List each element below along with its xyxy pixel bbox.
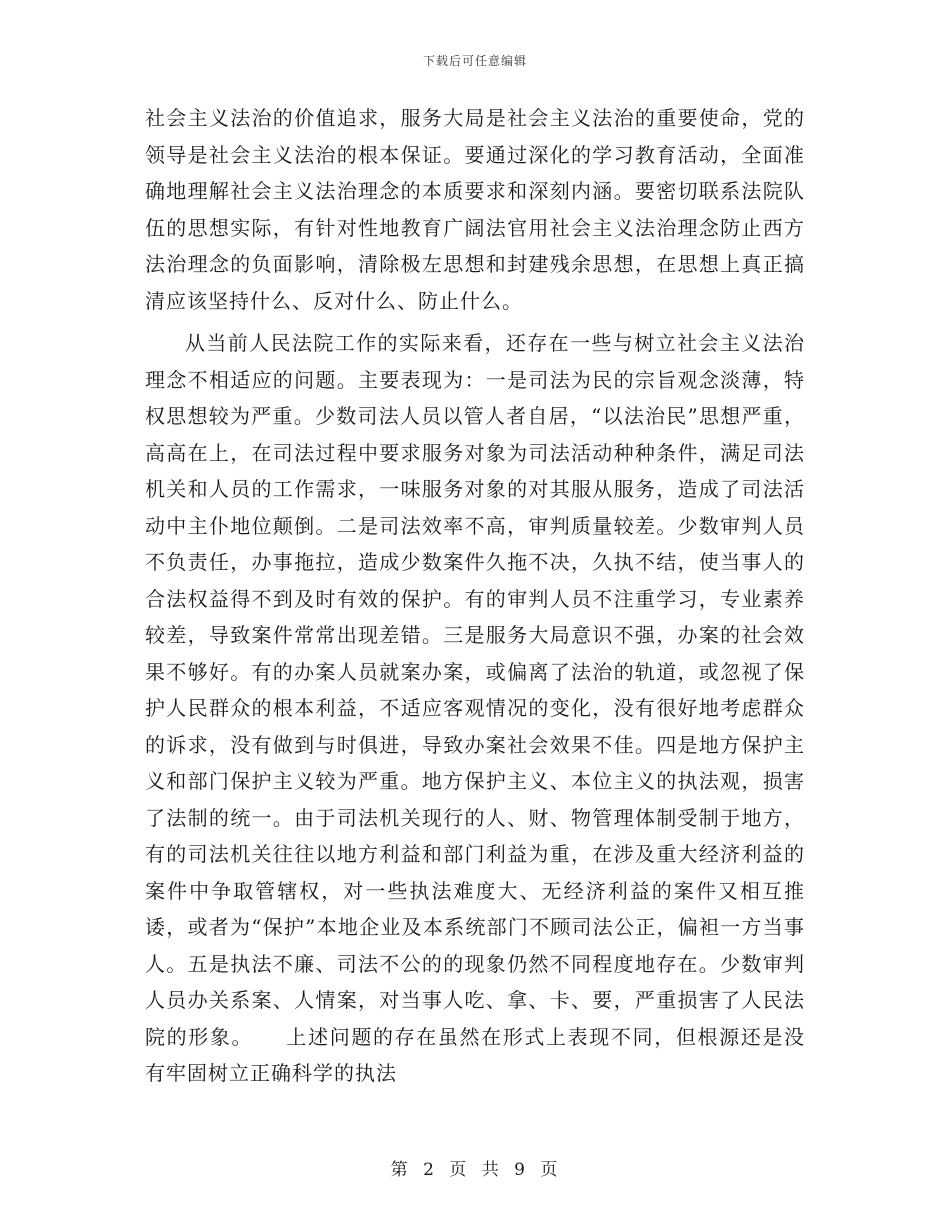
document-body [145, 100, 805, 1092]
page-number-footer: 第 2 页 共 9 页 [390, 1160, 560, 1180]
paragraph-1: 社会主义法治的价值追求，服务大局是社会主义法治的重要使命，党的领导是社会主义法治的根本保证。要通过深化的学习教育活动，全面准确地理解社会主义法治理念的本质要求和深刻内涵。要密切联系法院队伍的思想实际，有针对性地教育广阔法官用社会主义法治理念防止西方法治理念的负面影响，清除极左思想和封建残余思想，在思想上真正搞清应该坚持什么、反对什么、防止什么。 [145, 106, 805, 313]
paragraph-2: 从当前人民法院工作的实际来看，还存在一些与树立社会主义法治理念不相适应的问题。主要表现为：一是司法为民的宗旨观念淡薄，特权思想较为严重。少数司法人员以管人者自居，“以法治民”思想严重，高高在上，在司法过程中要求服务对象为司法活动种种条件，满足司法机关和人员的工作需求，一味服务对象的对其服从服务，造成了司法活动中主仆地位颠倒。二是司法效率不高，审判质量较差。少数审判人员不负责任，办事拖拉，造成少数案件久拖不决，久执不结，使当事人的合法权益得不到及时有效的保护。有的审判人员不注重学习，专业素养较差，导致案件常常出现差错。三是服务大局意识不强，办案的社会效果不够好。有的办案人员就案办案，或偏离了法治的轨道，或忽视了保护人民群众的根本利益，不适应客观情况的变化，没有很好地考虑群众的诉求，没有做到与时俱进，导致办案社会效果不佳。四是地方保护主义和部门保护主义较为严重。地方保护主义、本位主义的执法观，损害了法制的统一。由于司法机关现行的人、财、物管理体制受制于地方，有的司法机关往往以地方利益和部门利益为重，在涉及重大经济利益的案件中争取管辖权，对一些执法难度大、无经济利益的案件又相互推诿，或者为“保护”本地企业及本系统部门不顾司法公正，偏袒一方当事人。五是执法不廉、司法不公的的现象仍然不同程度地存在。少数审判人员办关系案、人情案，对当事人吃、拿、卡、要，严重损害了人民法院的形象。 上述问题的存在虽然在形式上表现不同，但根源还是没有牢固树立正确科学的执法 [145, 331, 805, 1085]
page-header-note: 下载后可任意编辑 [422, 54, 527, 68]
